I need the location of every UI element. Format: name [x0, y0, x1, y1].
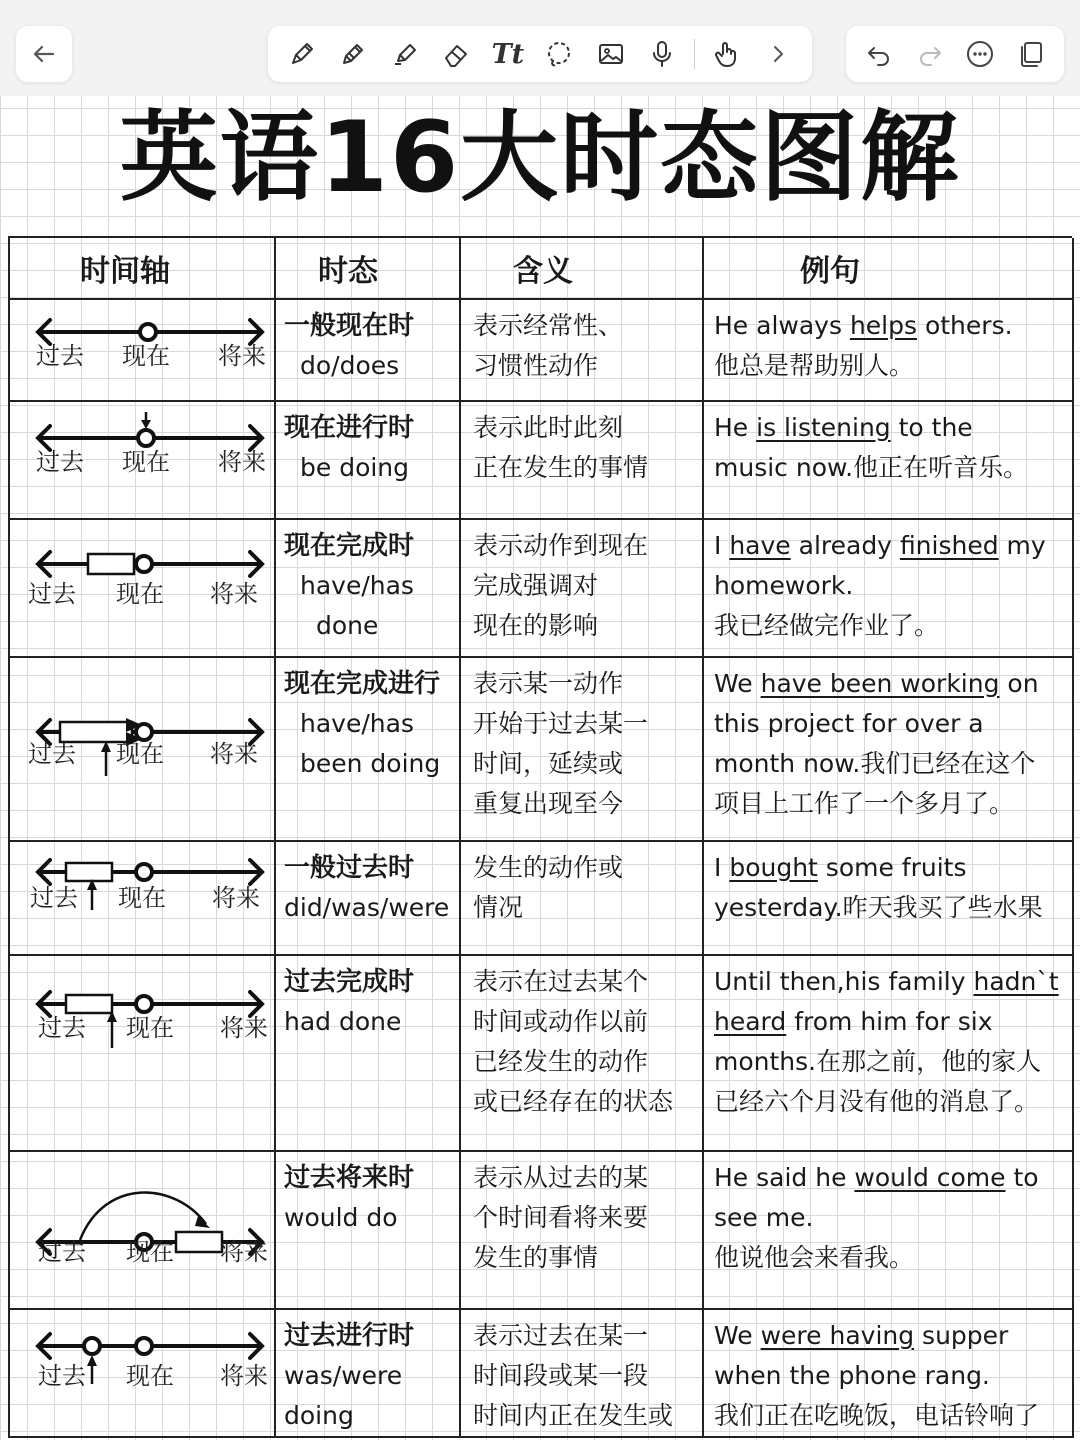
page-title: 英语16大时态图解: [119, 101, 961, 215]
example-text: 项目上工作了一个多月了。: [714, 789, 1015, 818]
meaning-cell: [461, 956, 704, 1152]
timeline-diagram: [10, 300, 276, 402]
meaning-line: 已经发生的动作: [473, 1047, 649, 1076]
example-line: [714, 566, 1072, 606]
axis-label-future: 将来: [212, 884, 260, 912]
tense-name: 现在完成进行: [284, 669, 441, 699]
timeline-axis-graphic: [10, 1152, 272, 1310]
text-tool-button[interactable]: [488, 34, 528, 74]
meaning-line: 发生的动作或: [473, 853, 624, 882]
lasso-icon: [544, 39, 574, 69]
expand-tools-button[interactable]: [758, 34, 798, 74]
toolbar-divider: [694, 39, 695, 69]
example-line: [714, 1002, 1072, 1042]
example-line: [714, 526, 1072, 566]
tense-cell: [276, 658, 461, 842]
meaning-line: 时间内正在发生或: [473, 1401, 674, 1430]
tense-cell: [276, 956, 461, 1152]
axis-label-now: 现在: [126, 1362, 174, 1390]
header-meaning: 含义: [461, 238, 704, 300]
example-text: some fruits: [817, 853, 967, 882]
history-controls: [846, 26, 1064, 82]
meaning-cell: [461, 520, 704, 658]
axis-label-now: 现在: [126, 1014, 174, 1042]
example-cell: [704, 520, 1074, 658]
axis-label-now: 现在: [116, 740, 164, 768]
meaning-cell: [461, 402, 704, 520]
meaning-line: 开始于过去某一: [473, 709, 649, 738]
example-text: 已经六个月没有他的消息了。: [714, 1087, 1040, 1116]
header-timeline: 时间轴: [10, 238, 276, 300]
example-line: [714, 962, 1072, 1002]
example-text: He always: [714, 311, 850, 340]
example-line: [714, 1396, 1072, 1436]
timeline-diagram: [10, 1152, 276, 1310]
meaning-line: 正在发生的事情: [473, 453, 649, 482]
eraser-tool-button[interactable]: [436, 34, 476, 74]
example-text: months.在那之前，他的家人: [714, 1047, 1042, 1076]
example-cell: [704, 1310, 1074, 1438]
tense-name: 一般过去时: [284, 853, 415, 883]
tense-table: [8, 236, 1072, 1438]
example-line: [714, 784, 1072, 824]
axis-label-past: 过去: [38, 1238, 86, 1266]
example-line: [714, 664, 1072, 704]
meaning-cell: [461, 1310, 704, 1438]
example-line: [714, 306, 1072, 346]
example-text: I: [714, 853, 730, 882]
meaning-line: 个时间看将来要: [473, 1203, 649, 1232]
chevron-right-icon: [763, 39, 793, 69]
axis-label-future: 将来: [220, 1362, 268, 1390]
tense-form: did/was/were: [284, 893, 450, 922]
meaning-line: 情况: [473, 893, 524, 922]
meaning-cell: [461, 842, 704, 956]
example-line: [714, 744, 1072, 784]
example-line: [714, 1356, 1072, 1396]
example-cell: [704, 402, 1074, 520]
axis-label-future: 将来: [218, 448, 266, 476]
example-line: [714, 1042, 1072, 1082]
example-text: yesterday.昨天我买了些水果: [714, 893, 1043, 922]
more-dots-icon: [965, 39, 995, 69]
pen-icon: [287, 39, 317, 69]
example-text: on: [999, 669, 1039, 698]
example-text: 他总是帮助别人。: [714, 351, 915, 380]
timeline-diagram: [10, 658, 276, 842]
verb-highlight: heard: [714, 1007, 787, 1036]
example-line: [714, 1198, 1072, 1238]
tense-cell: [276, 1310, 461, 1438]
axis-label-now: 现在: [118, 884, 166, 912]
tense-name: 过去将来时: [284, 1163, 415, 1193]
tense-cell: [276, 1152, 461, 1310]
timeline-diagram: [10, 842, 276, 956]
axis-label-past: 过去: [38, 1362, 86, 1390]
meaning-line: 表示从过去的某: [473, 1163, 649, 1192]
axis-label-now: 现在: [122, 342, 170, 370]
meaning-line: 或已经存在的状态: [473, 1087, 674, 1116]
verb-highlight: hadn`t: [973, 967, 1059, 996]
tense-cell: [276, 300, 461, 402]
undo-icon: [864, 39, 894, 69]
meaning-cell: [461, 300, 704, 402]
tense-form: done: [316, 611, 379, 640]
tense-form: have/has: [300, 571, 414, 600]
meaning-line: 表示过去在某一: [473, 1321, 649, 1350]
example-line: [714, 1158, 1072, 1198]
redo-button[interactable]: [910, 34, 950, 74]
example-cell: [704, 1152, 1074, 1310]
pages-button[interactable]: [1011, 34, 1051, 74]
tense-form: would do: [284, 1203, 398, 1232]
axis-label-past: 过去: [36, 448, 84, 476]
verb-highlight: is listening: [756, 413, 891, 442]
timeline-diagram: [10, 520, 276, 658]
example-text: to the: [890, 413, 973, 442]
undo-button[interactable]: [859, 34, 899, 74]
example-text: homework.: [714, 571, 854, 600]
example-text: this project for over a: [714, 709, 984, 738]
verb-highlight: helps: [849, 311, 918, 340]
tense-name: 一般现在时: [284, 311, 415, 341]
meaning-line: 发生的事情: [473, 1243, 599, 1272]
meaning-line: 重复出现至今: [473, 789, 624, 818]
example-cell: [704, 956, 1074, 1152]
axis-label-future: 将来: [210, 580, 258, 608]
timeline-diagram: [10, 956, 276, 1152]
example-line: [714, 606, 1072, 646]
example-text: music now.他正在听音乐。: [714, 453, 1029, 482]
example-line: [714, 1316, 1072, 1356]
tense-cell: [276, 520, 461, 658]
example-line: [714, 1082, 1072, 1122]
tense-name: 现在完成时: [284, 531, 415, 561]
example-text: We: [714, 669, 761, 698]
image-icon: [596, 39, 626, 69]
pencil-tool-button[interactable]: [333, 34, 373, 74]
tense-form: been doing: [300, 749, 441, 778]
verb-highlight: bought: [729, 853, 818, 882]
axis-label-future: 将来: [220, 1238, 268, 1266]
example-text: I: [714, 531, 730, 560]
example-text: to: [1005, 1163, 1039, 1192]
meaning-line: 表示此时此刻: [473, 413, 624, 442]
example-line: [714, 346, 1072, 386]
example-line: [714, 408, 1072, 448]
axis-label-past: 过去: [30, 884, 78, 912]
meaning-line: 完成强调对: [473, 571, 599, 600]
tense-name: 现在进行时: [284, 413, 415, 443]
example-text: We: [714, 1321, 761, 1350]
meaning-cell: [461, 658, 704, 842]
top-toolbar: [0, 0, 1080, 96]
tense-form: have/has: [300, 709, 414, 738]
verb-highlight: have been working: [760, 669, 1000, 698]
axis-label-now: 现在: [122, 448, 170, 476]
example-line: [714, 704, 1072, 744]
image-tool-button[interactable]: [591, 34, 631, 74]
highlighter-tool-button[interactable]: [385, 34, 425, 74]
microphone-icon: [647, 39, 677, 69]
example-text: Until then,his family: [714, 967, 974, 996]
timeline-diagram: [10, 1310, 276, 1438]
example-text: He said he: [714, 1163, 855, 1192]
axis-label-past: 过去: [28, 580, 76, 608]
microphone-tool-button[interactable]: [642, 34, 682, 74]
tense-form: doing: [284, 1401, 354, 1430]
example-line: [714, 1238, 1072, 1278]
meaning-line: 现在的影响: [473, 611, 599, 640]
example-text: 我们正在吃晚饭，电话铃响了: [714, 1401, 1040, 1430]
verb-highlight: were having: [760, 1321, 915, 1350]
axis-label-now: 现在: [116, 580, 164, 608]
example-line: [714, 848, 1072, 888]
hand-pointer-icon: [712, 39, 742, 69]
tense-name: 过去完成时: [284, 967, 415, 997]
axis-label-now: 现在: [126, 1238, 174, 1266]
timeline-axis-graphic: [10, 956, 272, 1152]
meaning-line: 表示经常性、: [473, 311, 624, 340]
highlighter-icon: [390, 39, 420, 69]
arrow-left-icon: [29, 39, 59, 69]
meaning-line: 表示在过去某个: [473, 967, 649, 996]
example-text: see me.: [714, 1203, 814, 1232]
verb-highlight: would come: [854, 1163, 1006, 1192]
verb-highlight: finished: [899, 531, 999, 560]
example-text: already: [790, 531, 900, 560]
meaning-line: 时间段或某一段: [473, 1361, 649, 1390]
axis-label-future: 将来: [210, 740, 258, 768]
meaning-line: 时间或动作以前: [473, 1007, 649, 1036]
timeline-diagram: [10, 402, 276, 520]
touch-mode-button[interactable]: [707, 34, 747, 74]
back-button[interactable]: [16, 26, 72, 82]
header-tense: 时态: [276, 238, 461, 300]
axis-label-past: 过去: [36, 342, 84, 370]
example-cell: [704, 300, 1074, 402]
meaning-line: 表示某一动作: [473, 669, 624, 698]
axis-label-future: 将来: [220, 1014, 268, 1042]
example-text: supper: [914, 1321, 1009, 1350]
pencil-icon: [338, 39, 368, 69]
lasso-tool-button[interactable]: [539, 34, 579, 74]
copy-pages-icon: [1016, 39, 1046, 69]
meaning-cell: [461, 1152, 704, 1310]
meaning-line: 表示动作到现在: [473, 531, 649, 560]
tense-form: do/does: [300, 351, 400, 380]
tense-form: was/were: [284, 1361, 403, 1390]
tense-cell: [276, 842, 461, 956]
example-text: month now.我们已经在这个: [714, 749, 1036, 778]
header-example: 例句: [704, 238, 1074, 300]
tool-palette: [268, 26, 812, 82]
example-line: [714, 888, 1072, 928]
example-text: He: [714, 413, 757, 442]
meaning-line: 习惯性动作: [473, 351, 599, 380]
example-text: others.: [917, 311, 1013, 340]
tense-cell: [276, 402, 461, 520]
redo-icon: [915, 39, 945, 69]
tense-form: be doing: [300, 453, 410, 482]
example-cell: [704, 658, 1074, 842]
verb-highlight: have: [729, 531, 791, 560]
tense-name: 过去进行时: [284, 1321, 415, 1351]
tense-form: had done: [284, 1007, 402, 1036]
pen-tool-button[interactable]: [282, 34, 322, 74]
example-text: when the phone rang.: [714, 1361, 990, 1390]
axis-label-future: 将来: [218, 342, 266, 370]
example-text: my: [998, 531, 1046, 560]
axis-label-past: 过去: [28, 740, 76, 768]
example-text: 他说他会来看我。: [714, 1243, 915, 1272]
example-text: from him for six: [786, 1007, 993, 1036]
eraser-icon: [441, 39, 471, 69]
example-cell: [704, 842, 1074, 956]
more-options-button[interactable]: [960, 34, 1000, 74]
text-tool-icon: Tt: [491, 38, 525, 70]
meaning-line: 时间，延续或: [473, 749, 624, 778]
example-line: [714, 448, 1072, 488]
axis-label-past: 过去: [38, 1014, 86, 1042]
example-text: 我已经做完作业了。: [714, 611, 940, 640]
